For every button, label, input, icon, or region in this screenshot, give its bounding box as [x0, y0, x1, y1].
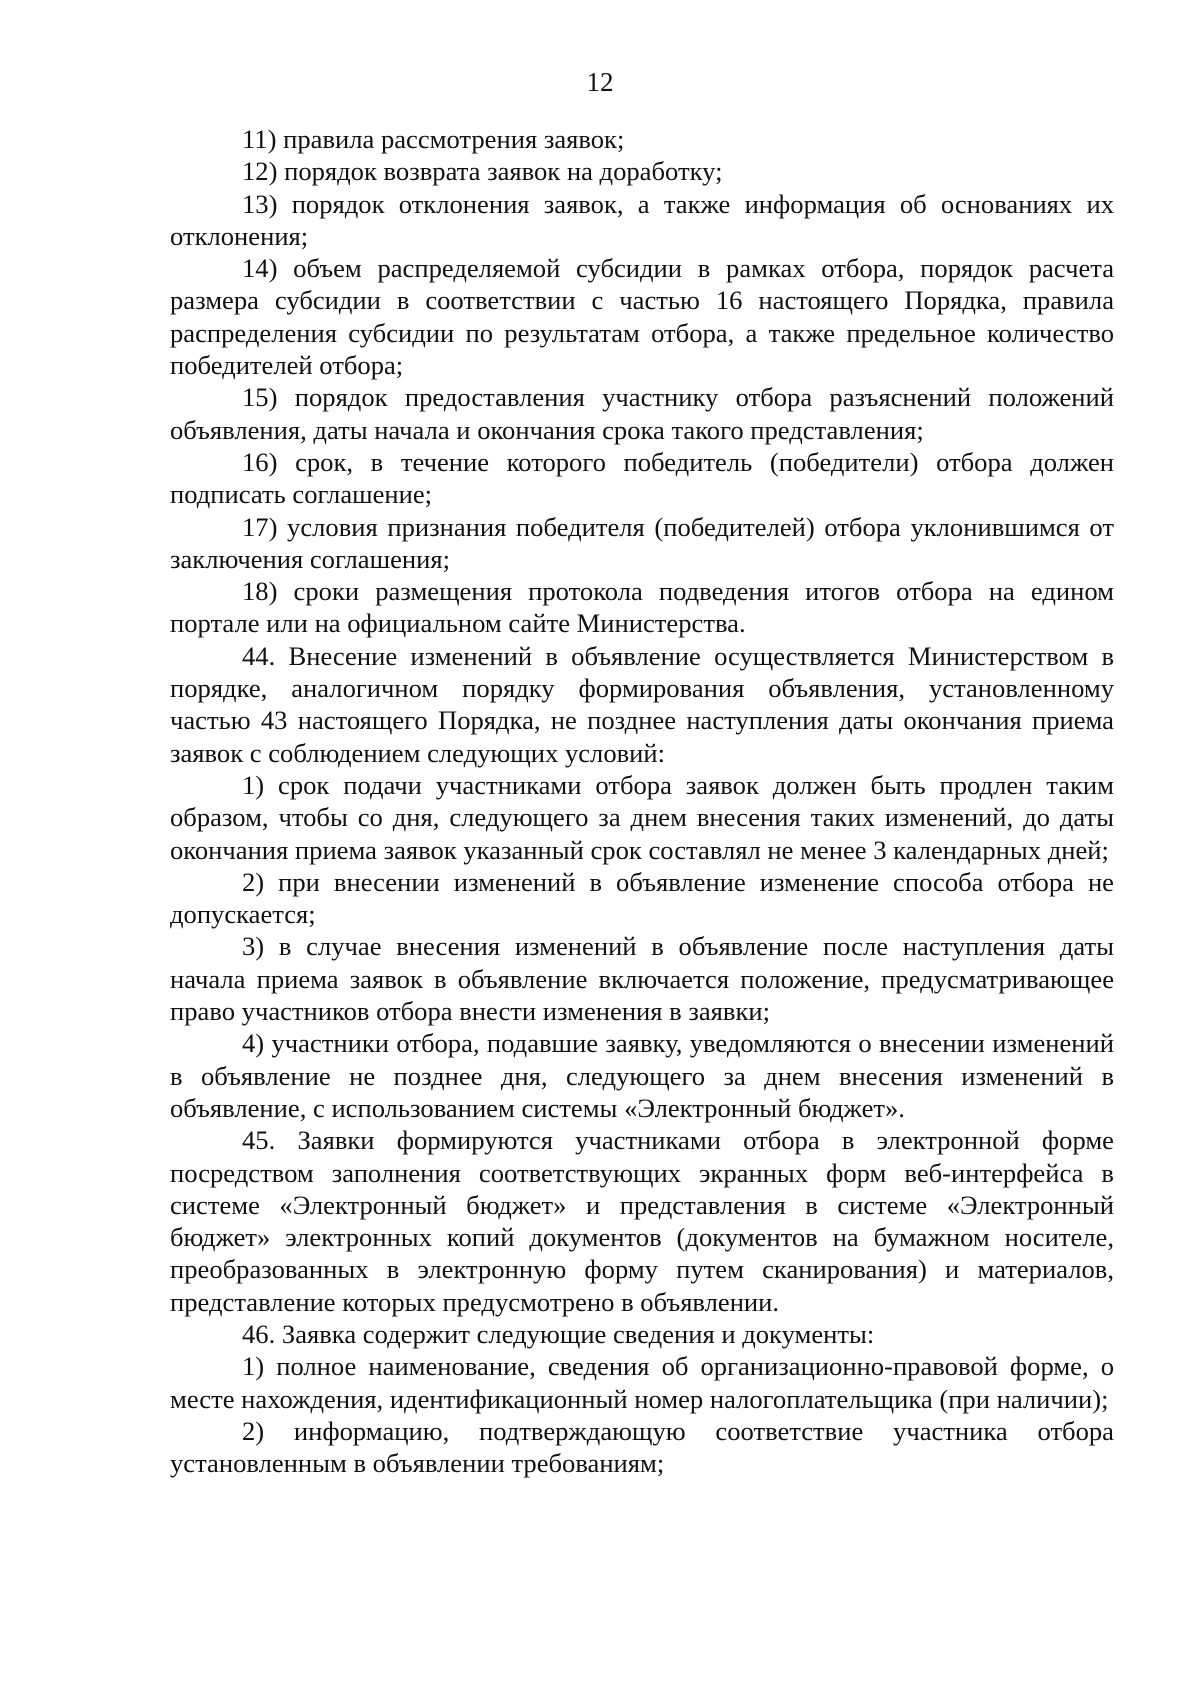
- section-44-item-1: 1) срок подачи участниками отбора заявок должен быть продлен таким образом, чтобы со дня, следующего за днем внесения таких изменений, до даты окончания приема заявок указанный срок составлял не менее 3 календарных дней;: [170, 769, 1114, 865]
- list-item-18-protocol-publication: 18) сроки размещения протокола подведения итогов отбора на едином портале или на официальном сайте Министерства.: [170, 576, 1114, 639]
- section-44-item-3: 3) в случае внесения изменений в объявление после наступления даты начала приема заявок в объявление включается положение, предусматривающее право участников отбора внести изменения в заявки;: [170, 931, 1114, 1027]
- list-item-14-subsidy-volume: 14) объем распределяемой субсидии в рамках отбора, порядок расчета размера субсидии в соответствии с частью 16 настоящего Порядка, правила распределения субсидии по результатам отбора, а также предельное количество победителей отбора;: [170, 253, 1114, 381]
- section-44-paragraph: 44. Внесение изменений в объявление осуществляется Министерством в порядке, аналогичном порядку формирования объявления, установленному частью 43 настоящего Порядка, не позднее наступления даты окончания приема заявок с соблюдением следующих условий:: [170, 640, 1114, 768]
- list-item-11-review-rules: 11) правила рассмотрения заявок;: [242, 124, 625, 154]
- section-44-item-4: 4) участники отбора, подавшие заявку, уведомляются о внесении изменений в объявление не позднее дня, следующего за днем внесения изменений в объявление, с использованием системы «Электронный бюджет».: [170, 1028, 1114, 1123]
- section-46-paragraph: 46. Заявка содержит следующие сведения и документы:: [242, 1318, 875, 1349]
- section-46-item-1: 1) полное наименование, сведения об организационно-правовой форме, о месте нахождения, идентификационный номер налогоплательщика (при наличии);: [170, 1351, 1114, 1414]
- section-46-item-2: 2) информацию, подтверждающую соответствие участника отбора установленным в объявлении требованиям;: [170, 1415, 1114, 1479]
- list-item-16-signing-term: 16) срок, в течение которого победитель (победители) отбора должен подписать соглашение;: [170, 446, 1114, 510]
- list-item-17-evasion-conditions: 17) условия признания победителя (победителей) отбора уклонившимся от заключения соглашения;: [170, 511, 1114, 574]
- document-body: [170, 123, 1114, 1479]
- list-item-13-rejection-procedure: 13) порядок отклонения заявок, а также информация об основаниях их отклонения;: [170, 188, 1114, 251]
- section-44-item-2: 2) при внесении изменений в объявление изменение способа отбора не допускается;: [170, 866, 1114, 930]
- page-number: 12: [586, 67, 614, 97]
- list-item-15-clarifications: 15) порядок предоставления участнику отбора разъяснений положений объявления, даты начала и окончания срока такого представления;: [170, 382, 1114, 445]
- list-item-12-return-procedure: 12) порядок возврата заявок на доработку;: [242, 156, 723, 187]
- section-45-paragraph: 45. Заявки формируются участниками отбора в электронной форме посредством заполнения соответствующих экранных форм веб-интерфейса в системе «Электронный бюджет» и представления в системе «Электронный бюджет» электронных копий документов (документов на бумажном носителе, преобразованных в электронную форму путем сканирования) и материалов, представление которых предусмотрено в объявлении.: [170, 1125, 1114, 1317]
